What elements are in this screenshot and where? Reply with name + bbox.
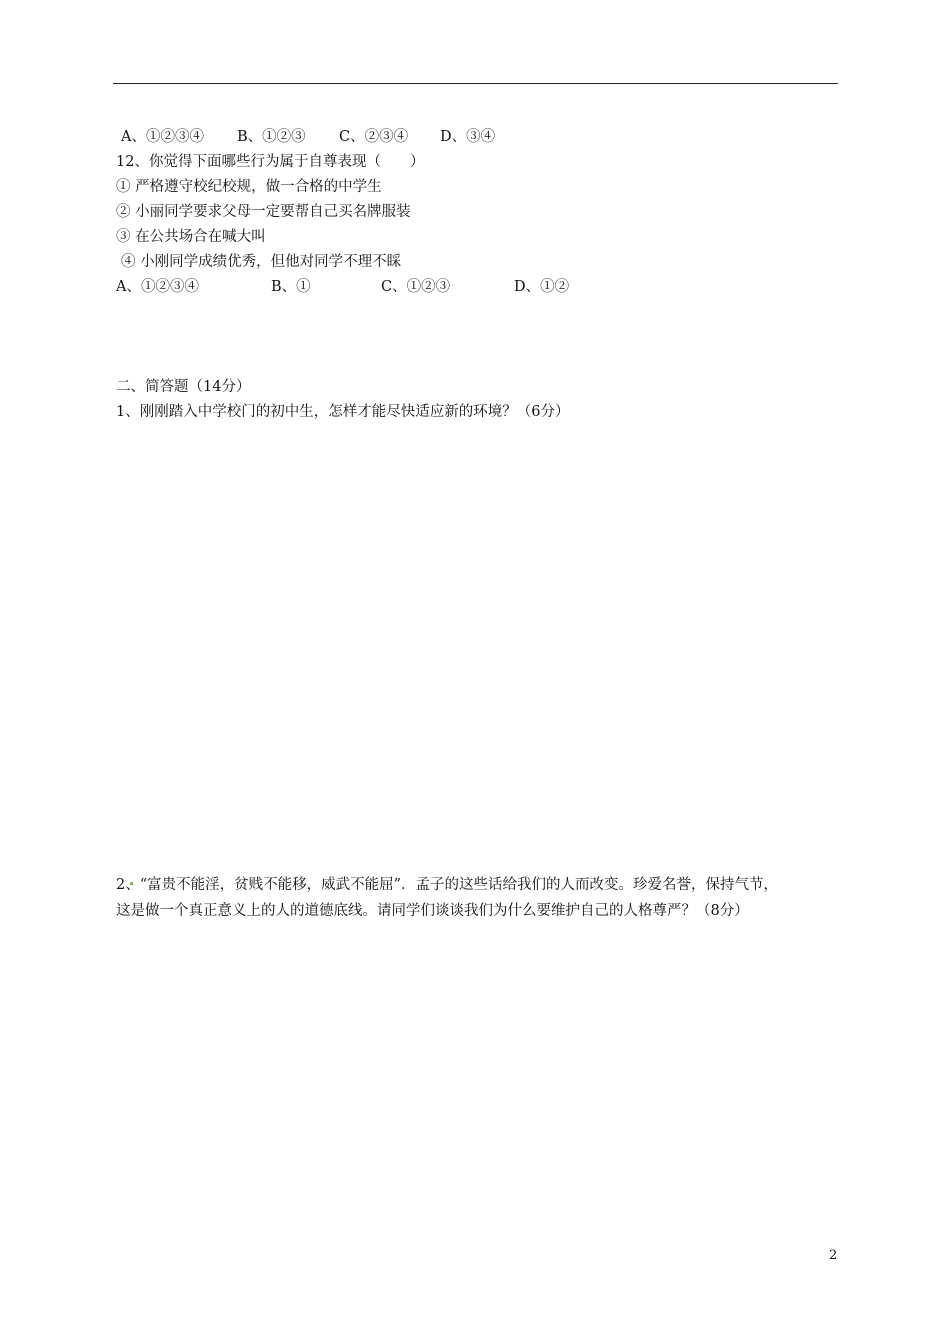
q11-option-d: D、③④ xyxy=(440,129,496,145)
section-2-heading: 二、简答题（14分） xyxy=(116,379,251,395)
q11-option-a: A、①②③④ xyxy=(121,129,204,145)
q12-stem: 12、你觉得下面哪些行为属于自尊表现（ ） xyxy=(116,154,425,170)
short-answer-question-2-line-1: 2、“富贵不能淫，贫贱不能移，威武不能屈”．孟子的这些话给我们的人而改变。珍爱名誉，保持气节， xyxy=(116,877,779,893)
header-rule xyxy=(113,83,838,84)
short-answer-question-2-line-2: 这是做一个真正意义上的人的道德底线。请同学们谈谈我们为什么要维护自己的人格尊严？（8分） xyxy=(116,903,749,919)
q12-option-b: B、① xyxy=(271,279,311,295)
page-number: 2 xyxy=(829,1248,838,1263)
short-answer-question-1: 1、刚刚踏入中学校门的初中生，怎样才能尽快适应新的环境？（6分） xyxy=(116,404,570,420)
q12-item-2: ② 小丽同学要求父母一定要帮自己买名牌服装 xyxy=(116,204,411,220)
q12-item-3: ③ 在公共场合在喊大叫 xyxy=(116,229,266,245)
q11-option-b: B、①②③ xyxy=(237,129,306,145)
q11-option-c: C、②③④ xyxy=(339,129,409,145)
q12-item-4: ④ 小刚同学成绩优秀，但他对同学不理不睬 xyxy=(121,254,402,270)
q12-option-c: C、①②③ xyxy=(381,279,451,295)
q12-option-a: A、①②③④ xyxy=(116,279,199,295)
q12-item-1: ① 严格遵守校纪校规，做一合格的中学生 xyxy=(116,179,382,195)
q12-option-d: D、①② xyxy=(514,279,570,295)
